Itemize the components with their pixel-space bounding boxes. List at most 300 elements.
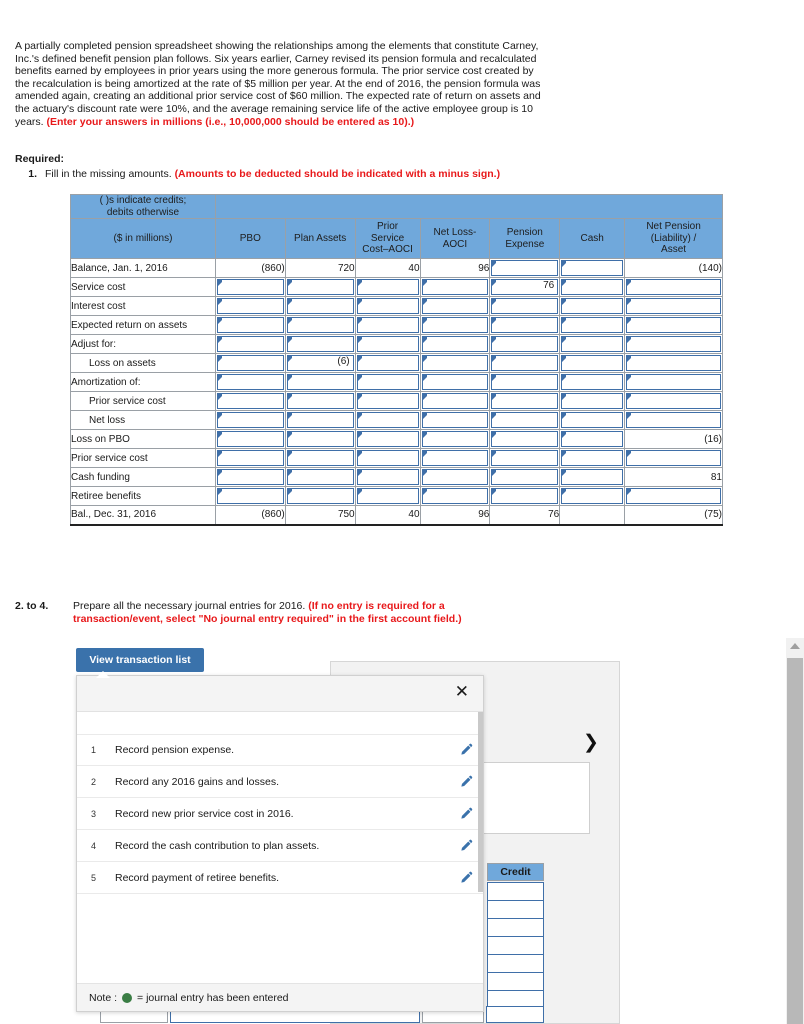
cell-marker-icon <box>492 299 496 305</box>
spreadsheet-input-cell[interactable] <box>355 468 420 487</box>
col-np-l2: (Liability) / <box>650 232 697 244</box>
popover-caret-icon <box>96 671 110 678</box>
cell-marker-icon <box>492 318 496 324</box>
cell-marker-icon <box>492 394 496 400</box>
cell-marker-icon <box>358 356 362 362</box>
input-box[interactable] <box>491 393 558 409</box>
spreadsheet-input-cell[interactable] <box>420 487 490 506</box>
cell-marker-icon <box>218 394 222 400</box>
spreadsheet-input-cell[interactable] <box>355 335 420 354</box>
cell-marker-icon <box>288 337 292 343</box>
spreadsheet-input-cell[interactable] <box>420 316 490 335</box>
spreadsheet-row <box>71 316 723 335</box>
spreadsheet-input-cell[interactable] <box>215 373 285 392</box>
spreadsheet-input-cell[interactable] <box>560 354 625 373</box>
spreadsheet-input-cell[interactable] <box>285 430 355 449</box>
col-pe-l1: Pension <box>506 227 543 238</box>
input-box[interactable] <box>357 279 419 295</box>
spreadsheet-input-cell[interactable] <box>625 411 723 430</box>
spreadsheet-value-cell: (860) <box>215 506 285 525</box>
spreadsheet-input-cell[interactable] <box>215 297 285 316</box>
cell-marker-icon <box>492 375 496 381</box>
cell-marker-icon <box>288 489 292 495</box>
spreadsheet-input-cell[interactable] <box>560 259 625 278</box>
spreadsheet-input-cell[interactable] <box>355 430 420 449</box>
spreadsheet-input-cell[interactable] <box>625 449 723 468</box>
input-box[interactable] <box>561 260 623 276</box>
cell-marker-icon <box>562 337 566 343</box>
spreadsheet-row <box>71 506 723 525</box>
spreadsheet-row <box>71 278 723 297</box>
transaction-list-item[interactable] <box>77 798 483 830</box>
input-box[interactable] <box>287 469 354 485</box>
cell-marker-icon <box>358 451 362 457</box>
cell-marker-icon <box>627 375 631 381</box>
input-box[interactable] <box>217 298 284 314</box>
cell-marker-icon <box>358 318 362 324</box>
cell-marker-icon <box>627 451 631 457</box>
input-box[interactable] <box>287 450 354 466</box>
spreadsheet-input-cell[interactable] <box>490 316 560 335</box>
row-label: Expected return on assets <box>71 316 216 335</box>
spreadsheet-input-cell[interactable] <box>285 449 355 468</box>
green-dot-icon <box>122 993 132 1003</box>
spreadsheet-input-cell[interactable] <box>215 449 285 468</box>
input-box[interactable] <box>422 469 489 485</box>
col-header-pbo <box>215 219 285 259</box>
spreadsheet-input-cell[interactable] <box>355 411 420 430</box>
spreadsheet-input-cell[interactable] <box>560 335 625 354</box>
row-label: Loss on assets <box>71 354 216 373</box>
spreadsheet-input-cell[interactable] <box>560 392 625 411</box>
problem-statement <box>15 40 545 128</box>
input-box[interactable] <box>626 450 721 466</box>
input-box[interactable] <box>561 355 623 371</box>
transaction-list-item[interactable] <box>77 862 483 894</box>
close-icon[interactable]: ✕ <box>454 682 469 701</box>
spreadsheet-input-cell[interactable] <box>420 297 490 316</box>
row-label: Loss on PBO <box>71 430 216 449</box>
credits-note-cell <box>71 195 216 219</box>
spreadsheet-input-cell[interactable] <box>285 487 355 506</box>
input-box[interactable] <box>422 298 489 314</box>
cell-marker-icon <box>492 451 496 457</box>
cell-marker-icon <box>423 375 427 381</box>
cell-marker-icon <box>423 470 427 476</box>
spreadsheet-input-cell[interactable] <box>490 297 560 316</box>
input-box[interactable] <box>217 431 284 447</box>
page-scrollbar[interactable] <box>786 638 804 1024</box>
spreadsheet-input-cell[interactable] <box>285 354 355 373</box>
spreadsheet-value-cell: 720 <box>285 259 355 278</box>
input-box[interactable] <box>357 336 419 352</box>
spreadsheet-input-cell[interactable] <box>420 411 490 430</box>
cell-marker-icon <box>492 432 496 438</box>
input-box[interactable] <box>491 431 558 447</box>
cell-marker-icon <box>358 394 362 400</box>
credit-input-row-5[interactable] <box>487 954 544 973</box>
part-2-to-4-highlight-2: transaction/event, select "No journal entry required" in the first account field.) <box>73 613 462 625</box>
spreadsheet-row <box>71 411 723 430</box>
spreadsheet-input-cell[interactable] <box>355 297 420 316</box>
spreadsheet-input-cell[interactable] <box>215 392 285 411</box>
spreadsheet-input-cell[interactable] <box>625 487 723 506</box>
spreadsheet-input-cell[interactable] <box>560 487 625 506</box>
journal-bottom-credit-field[interactable] <box>486 1006 544 1023</box>
input-box[interactable] <box>491 412 558 428</box>
spreadsheet-row <box>71 430 723 449</box>
input-box[interactable] <box>561 336 623 352</box>
input-box[interactable] <box>357 469 419 485</box>
input-box[interactable] <box>422 279 489 295</box>
input-box[interactable] <box>217 374 284 390</box>
input-box[interactable] <box>491 298 558 314</box>
credits-note-line2: debits otherwise <box>106 206 180 218</box>
spreadsheet-input-cell[interactable] <box>355 487 420 506</box>
spreadsheet-input-cell[interactable] <box>355 278 420 297</box>
cell-marker-icon <box>492 489 496 495</box>
spreadsheet-input-cell[interactable] <box>490 392 560 411</box>
input-box[interactable] <box>626 336 721 352</box>
transaction-number: 1 <box>91 745 97 755</box>
input-box[interactable] <box>217 317 284 333</box>
cell-marker-icon <box>288 432 292 438</box>
input-box[interactable] <box>357 298 419 314</box>
cell-marker-icon <box>627 413 631 419</box>
spreadsheet-value-cell: 40 <box>355 506 420 525</box>
input-box[interactable] <box>626 279 721 295</box>
col-header-net-pension <box>625 219 723 259</box>
spreadsheet-value-cell: 96 <box>420 506 490 525</box>
spreadsheet-input-cell[interactable] <box>355 354 420 373</box>
input-box[interactable] <box>491 355 558 371</box>
input-box[interactable] <box>357 431 419 447</box>
spreadsheet-input-cell[interactable] <box>420 373 490 392</box>
input-box[interactable] <box>626 393 721 409</box>
spreadsheet-input-cell[interactable] <box>625 297 723 316</box>
input-box[interactable] <box>626 374 721 390</box>
cell-marker-icon <box>288 394 292 400</box>
spreadsheet-row <box>71 487 723 506</box>
cell-marker-icon <box>627 356 631 362</box>
row-label: Service cost <box>71 278 216 297</box>
spreadsheet-input-cell[interactable] <box>560 278 625 297</box>
input-box[interactable] <box>491 450 558 466</box>
spreadsheet-input-cell[interactable] <box>420 468 490 487</box>
input-box[interactable] <box>357 355 419 371</box>
cell-marker-icon <box>562 318 566 324</box>
col-plan-assets-l1: Plan Assets <box>294 232 347 244</box>
credit-input-row-3[interactable] <box>487 918 544 937</box>
credit-input-row-2[interactable] <box>487 900 544 919</box>
input-box[interactable] <box>217 279 284 295</box>
input-box[interactable] <box>561 469 623 485</box>
spreadsheet-input-cell[interactable] <box>285 297 355 316</box>
cell-marker-icon <box>562 299 566 305</box>
pension-spreadsheet <box>70 194 723 526</box>
row-label: Adjust for: <box>71 335 216 354</box>
spreadsheet-value-cell: (140) <box>625 259 723 278</box>
credit-input-row-6[interactable] <box>487 972 544 991</box>
cell-marker-icon <box>218 470 222 476</box>
spreadsheet-input-cell[interactable] <box>560 316 625 335</box>
input-value: 76 <box>543 280 555 291</box>
cell-marker-icon <box>218 413 222 419</box>
cell-marker-icon <box>423 299 427 305</box>
cell-marker-icon <box>562 261 566 267</box>
input-box[interactable] <box>287 431 354 447</box>
input-box[interactable] <box>217 355 284 371</box>
spreadsheet-input-cell[interactable] <box>490 373 560 392</box>
input-box[interactable] <box>422 317 489 333</box>
modal-header <box>77 676 483 712</box>
input-box[interactable] <box>561 412 623 428</box>
spreadsheet-input-cell[interactable] <box>490 354 560 373</box>
input-box[interactable] <box>217 336 284 352</box>
cell-marker-icon <box>358 375 362 381</box>
note-text: = journal entry has been entered <box>137 991 289 1004</box>
problem-statement-highlight: (Enter your answers in millions (i.e., 10,000,000 should be entered as 10).) <box>46 115 415 128</box>
input-box[interactable] <box>561 298 623 314</box>
spreadsheet-input-cell[interactable] <box>285 411 355 430</box>
spreadsheet-input-cell[interactable] <box>215 430 285 449</box>
input-box[interactable] <box>357 393 419 409</box>
transaction-number: 3 <box>91 808 97 819</box>
spreadsheet-input-cell[interactable] <box>420 449 490 468</box>
spreadsheet-input-cell[interactable] <box>625 373 723 392</box>
spreadsheet-input-cell[interactable] <box>625 354 723 373</box>
input-box[interactable] <box>491 488 558 504</box>
scrollbar-thumb[interactable] <box>787 658 803 1024</box>
scroll-up-arrow-icon[interactable] <box>790 643 800 649</box>
cell-marker-icon <box>492 337 496 343</box>
view-transaction-list-button[interactable]: View transaction list <box>76 648 204 672</box>
col-cash-l1: Cash <box>580 232 604 244</box>
spreadsheet-input-cell[interactable] <box>215 354 285 373</box>
input-box[interactable] <box>357 374 419 390</box>
cell-marker-icon <box>492 356 496 362</box>
input-box[interactable] <box>217 393 284 409</box>
input-box[interactable] <box>626 355 721 371</box>
spreadsheet-input-cell[interactable] <box>215 411 285 430</box>
spreadsheet-input-cell[interactable] <box>560 411 625 430</box>
spreadsheet-input-cell[interactable] <box>285 278 355 297</box>
cell-marker-icon <box>423 413 427 419</box>
spreadsheet-input-cell[interactable] <box>560 430 625 449</box>
input-box[interactable] <box>287 298 354 314</box>
spreadsheet-input-cell[interactable] <box>355 392 420 411</box>
input-box[interactable] <box>422 355 489 371</box>
input-box[interactable] <box>217 488 284 504</box>
spreadsheet-input-cell[interactable] <box>490 487 560 506</box>
part-2-to-4-row <box>15 600 560 626</box>
col-nl-l2: AOCI <box>442 238 468 250</box>
spreadsheet-input-cell[interactable] <box>625 392 723 411</box>
input-box[interactable] <box>491 374 558 390</box>
row-label: Interest cost <box>71 297 216 316</box>
spreadsheet-input-cell[interactable] <box>420 430 490 449</box>
unit-label-cell: ($ in millions) <box>71 219 216 259</box>
transaction-description: Record any 2016 gains and losses. <box>115 775 280 788</box>
spreadsheet-input-cell[interactable] <box>490 449 560 468</box>
credit-column-header: Credit <box>487 863 544 881</box>
spreadsheet-value-cell: (75) <box>625 506 723 525</box>
spreadsheet-input-cell[interactable] <box>625 316 723 335</box>
spreadsheet-input-cell[interactable] <box>490 259 560 278</box>
cell-marker-icon <box>288 299 292 305</box>
input-box[interactable] <box>287 336 354 352</box>
cell-marker-icon <box>492 261 496 267</box>
cell-marker-icon <box>423 451 427 457</box>
cell-marker-icon <box>627 394 631 400</box>
chevron-right-icon[interactable]: ❯ <box>583 732 599 753</box>
spreadsheet-input-cell[interactable] <box>355 316 420 335</box>
credit-input-row-4[interactable] <box>487 936 544 955</box>
cell-marker-icon <box>288 280 292 286</box>
col-header-prior-service-cost <box>355 219 420 259</box>
input-box[interactable] <box>626 298 721 314</box>
input-box[interactable] <box>357 450 419 466</box>
input-box[interactable] <box>357 317 419 333</box>
cell-marker-icon <box>562 432 566 438</box>
input-box[interactable] <box>491 469 558 485</box>
transaction-description: Record the cash contribution to plan assets. <box>115 839 320 852</box>
input-box[interactable] <box>561 279 623 295</box>
transaction-list-item[interactable] <box>77 734 483 766</box>
input-box[interactable] <box>626 412 721 428</box>
transaction-number: 4 <box>91 840 97 851</box>
input-box[interactable] <box>217 469 284 485</box>
input-box[interactable] <box>561 488 623 504</box>
input-box[interactable] <box>491 317 558 333</box>
cell-marker-icon <box>423 394 427 400</box>
input-box[interactable] <box>491 336 558 352</box>
spreadsheet-input-cell[interactable] <box>285 335 355 354</box>
spreadsheet-input-cell[interactable] <box>215 335 285 354</box>
input-box[interactable] <box>287 412 354 428</box>
modal-scrollbar[interactable] <box>478 712 483 892</box>
spreadsheet-input-cell[interactable] <box>285 468 355 487</box>
input-box[interactable] <box>287 279 354 295</box>
input-box[interactable] <box>422 336 489 352</box>
spreadsheet-row <box>71 297 723 316</box>
input-box[interactable] <box>287 393 354 409</box>
input-box[interactable] <box>626 317 721 333</box>
input-box[interactable] <box>561 431 623 447</box>
cell-marker-icon <box>288 451 292 457</box>
spreadsheet-value-cell: (860) <box>215 259 285 278</box>
spreadsheet-value-cell: 750 <box>285 506 355 525</box>
part-2-to-4-section <box>15 600 560 626</box>
required-item-text: Fill in the missing amounts. <box>45 168 175 180</box>
cell-marker-icon <box>288 470 292 476</box>
spreadsheet-input-cell[interactable] <box>625 278 723 297</box>
cell-marker-icon <box>562 451 566 457</box>
cell-marker-icon <box>492 470 496 476</box>
input-box[interactable] <box>561 317 623 333</box>
transaction-list-item[interactable] <box>77 766 483 798</box>
input-box[interactable] <box>217 412 284 428</box>
transaction-description: Record payment of retiree benefits. <box>115 871 280 884</box>
cell-marker-icon <box>288 413 292 419</box>
transaction-list-item[interactable] <box>77 830 483 862</box>
cell-marker-icon <box>218 280 222 286</box>
cell-marker-icon <box>562 375 566 381</box>
spreadsheet-input-cell[interactable] <box>285 373 355 392</box>
spreadsheet-input-cell[interactable] <box>490 335 560 354</box>
input-box[interactable] <box>561 393 623 409</box>
spreadsheet-input-cell[interactable] <box>285 392 355 411</box>
spreadsheet-input-cell[interactable] <box>490 430 560 449</box>
cell-marker-icon <box>627 280 631 286</box>
credit-input-row-1[interactable] <box>487 882 544 901</box>
spreadsheet-row <box>71 449 723 468</box>
spreadsheet-input-cell[interactable] <box>215 316 285 335</box>
spreadsheet-row <box>71 468 723 487</box>
input-box[interactable] <box>422 412 489 428</box>
spreadsheet-input-cell[interactable] <box>420 354 490 373</box>
col-np-l3: Asset <box>661 244 687 256</box>
cell-marker-icon <box>358 280 362 286</box>
spreadsheet-input-cell[interactable] <box>560 373 625 392</box>
spreadsheet-input-cell[interactable] <box>420 278 490 297</box>
spreadsheet-input-cell[interactable] <box>215 278 285 297</box>
transaction-number: 5 <box>91 872 97 883</box>
cell-marker-icon <box>423 337 427 343</box>
col-np-l1: Net Pension <box>646 221 701 233</box>
cell-marker-icon <box>627 489 631 495</box>
input-box[interactable] <box>422 374 489 390</box>
input-box[interactable] <box>287 488 354 504</box>
input-box[interactable] <box>626 488 721 504</box>
spreadsheet-input-cell[interactable] <box>490 468 560 487</box>
input-box[interactable] <box>217 450 284 466</box>
spreadsheet-input-cell[interactable] <box>420 392 490 411</box>
cell-marker-icon <box>358 337 362 343</box>
row-label: Bal., Dec. 31, 2016 <box>71 506 216 525</box>
modal-transaction-list <box>77 712 483 983</box>
required-item-text-wrap <box>45 168 555 181</box>
spreadsheet-input-cell[interactable] <box>285 316 355 335</box>
spreadsheet-input-cell[interactable] <box>625 335 723 354</box>
input-box[interactable] <box>287 317 354 333</box>
spreadsheet-input-cell[interactable] <box>355 449 420 468</box>
spreadsheet-input-cell[interactable] <box>215 468 285 487</box>
spreadsheet-input-cell[interactable] <box>355 373 420 392</box>
spreadsheet-input-cell[interactable] <box>490 278 560 297</box>
spreadsheet-input-cell[interactable] <box>490 411 560 430</box>
input-box[interactable] <box>287 374 354 390</box>
spreadsheet-input-cell[interactable] <box>560 449 625 468</box>
input-box[interactable] <box>561 450 623 466</box>
input-box[interactable] <box>561 374 623 390</box>
input-box[interactable] <box>357 412 419 428</box>
spreadsheet-input-cell[interactable] <box>215 487 285 506</box>
cell-marker-icon <box>218 451 222 457</box>
input-box[interactable] <box>422 488 489 504</box>
spreadsheet-input-cell[interactable] <box>560 468 625 487</box>
input-box[interactable] <box>422 450 489 466</box>
spreadsheet-input-cell[interactable] <box>420 335 490 354</box>
cell-marker-icon <box>358 470 362 476</box>
input-box[interactable] <box>491 260 558 276</box>
spreadsheet-input-cell[interactable] <box>560 297 625 316</box>
input-box[interactable] <box>422 431 489 447</box>
input-box[interactable] <box>422 393 489 409</box>
col-psc-l3: Cost–AOCI <box>362 244 413 256</box>
col-psc-l2: Service <box>370 232 405 244</box>
input-box[interactable] <box>357 488 419 504</box>
